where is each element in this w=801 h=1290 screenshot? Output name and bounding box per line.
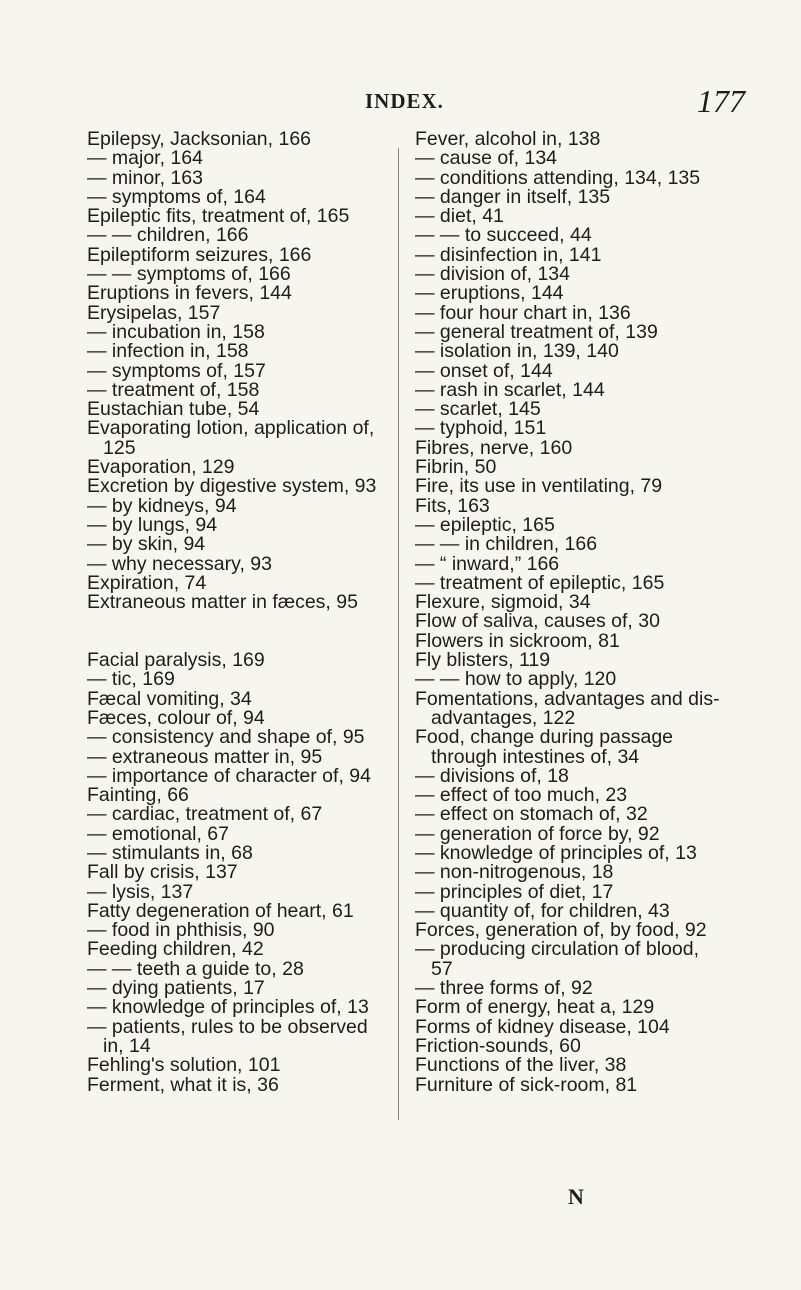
index-entry: in, 14 — [103, 1034, 151, 1057]
page-title: INDEX. — [365, 89, 444, 113]
index-entry: — divisions of, 18 — [415, 764, 569, 787]
index-entry: Furniture of sick-room, 81 — [415, 1073, 638, 1096]
index-entry: — cardiac, treatment of, 67 — [87, 803, 323, 826]
index-entry: — knowledge of principles of, 13 — [87, 996, 369, 1019]
index-entry: Eustachian tube, 54 — [87, 398, 260, 421]
index-entry: — lysis, 137 — [87, 880, 194, 903]
index-entry: — disinfection in, 141 — [415, 243, 602, 266]
index-entry: Extraneous matter in fæces, 95 — [87, 591, 358, 614]
index-entry: Fall by crisis, 137 — [87, 861, 238, 884]
index-entry: Forms of kidney disease, 104 — [415, 1015, 670, 1038]
index-entry: — infection in, 158 — [87, 340, 249, 363]
column-divider — [398, 148, 399, 1120]
index-entry: — “ inward,” 166 — [415, 552, 560, 575]
index-entry: — treatment of, 158 — [87, 378, 260, 401]
index-entry: Form of energy, heat a, 129 — [415, 996, 655, 1019]
index-entry: — by kidneys, 94 — [87, 494, 237, 517]
index-entry: — extraneous matter in, 95 — [87, 745, 323, 768]
index-entry: — onset of, 144 — [415, 359, 553, 382]
index-entry: — effect of too much, 23 — [415, 784, 628, 807]
index-entry: Food, change during passage — [415, 726, 674, 749]
index-entry: — consistency and shape of, 95 — [87, 726, 365, 749]
index-entry: — treatment of epileptic, 165 — [415, 571, 665, 594]
index-entry: — minor, 163 — [87, 166, 203, 189]
index-entry: Flexure, sigmoid, 34 — [415, 591, 591, 614]
index-entry: — — to succeed, 44 — [415, 224, 592, 247]
index-entry: — emotional, 67 — [87, 822, 229, 845]
index-entry: Epileptic fits, treatment of, 165 — [87, 205, 350, 228]
index-entry: — typhoid, 151 — [415, 417, 547, 440]
index-entry: — rash in scarlet, 144 — [415, 378, 605, 401]
index-entry: advantages, 122 — [431, 706, 576, 729]
index-entry: Fæcal vomiting, 34 — [87, 687, 252, 710]
index-entry: — — symptoms of, 166 — [87, 263, 291, 286]
index-entry: — — teeth a guide to, 28 — [87, 957, 304, 980]
index-entry: — stimulants in, 68 — [87, 841, 253, 864]
signature-mark: N — [568, 1184, 584, 1209]
index-entry: Fatty degeneration of heart, 61 — [87, 899, 354, 922]
index-entry — [87, 612, 387, 631]
index-entry: — three forms of, 92 — [415, 977, 593, 1000]
index-entry: — epileptic, 165 — [415, 513, 555, 536]
index-entry: Erysipelas, 157 — [87, 301, 221, 324]
index-entry: Facial paralysis, 169 — [87, 649, 265, 672]
index-entry: — by lungs, 94 — [87, 513, 218, 536]
index-entry: — isolation in, 139, 140 — [415, 340, 619, 363]
index-entry: — quantity of, for children, 43 — [415, 899, 670, 922]
index-entry: Epilepsy, Jacksonian, 166 — [87, 128, 312, 150]
index-entry: — principles of diet, 17 — [415, 880, 614, 903]
index-entry: — symptoms of, 164 — [87, 185, 266, 208]
index-entry: — — children, 166 — [87, 224, 249, 247]
index-entry: Eruptions in fevers, 144 — [87, 282, 292, 305]
index-entry: Fæces, colour of, 94 — [87, 706, 265, 729]
index-entry: — effect on stomach of, 32 — [415, 803, 648, 826]
index-entry: Fits, 163 — [415, 494, 490, 517]
index-entry: Ferment, what it is, 36 — [87, 1073, 279, 1096]
index-entry: Feeding children, 42 — [87, 938, 264, 961]
index-entry: — — how to apply, 120 — [415, 668, 617, 691]
index-entry: Fibres, nerve, 160 — [415, 436, 573, 459]
index-entry: — food in phthisis, 90 — [87, 919, 275, 942]
page-header — [0, 83, 801, 123]
index-entry: Functions of the liver, 38 — [415, 1054, 627, 1077]
index-entry: — symptoms of, 157 — [87, 359, 266, 382]
index-entry: — — in children, 166 — [415, 533, 598, 556]
index-entry: — general treatment of, 139 — [415, 320, 658, 343]
index-entry: Friction-sounds, 60 — [415, 1034, 581, 1057]
index-entry: — importance of character of, 94 — [87, 764, 371, 787]
index-entry: — cause of, 134 — [415, 147, 558, 170]
index-entry: Fibrin, 50 — [415, 456, 497, 479]
index-entry: — non-nitrogenous, 18 — [415, 861, 614, 884]
index-entry: — knowledge of principles of, 13 — [415, 841, 697, 864]
index-entry: Flow of saliva, causes of, 30 — [415, 610, 660, 633]
index-entry: — eruptions, 144 — [415, 282, 564, 305]
index-entry: — generation of force by, 92 — [415, 822, 660, 845]
index-entry: — by skin, 94 — [87, 533, 206, 556]
index-entry: Fomentations, advantages and dis- — [415, 687, 720, 710]
index-entry: Fainting, 66 — [87, 784, 189, 807]
index-entry: Fly blisters, 119 — [415, 649, 551, 672]
index-entry: 125 — [103, 436, 136, 459]
index-entry: Excretion by digestive system, 93 — [87, 475, 377, 498]
index-entry: — division of, 134 — [415, 263, 571, 286]
index-entry: — producing circulation of blood, — [415, 938, 699, 961]
index-entry: Fever, alcohol in, 138 — [415, 128, 601, 150]
index-entry: — incubation in, 158 — [87, 320, 265, 343]
index-entry: Fehling's solution, 101 — [87, 1054, 281, 1077]
index-entry: — conditions attending, 134, 135 — [415, 166, 701, 189]
index-entry: — scarlet, 145 — [415, 398, 541, 421]
index-entry: — diet, 41 — [415, 205, 504, 228]
index-entry: Epileptiform seizures, 166 — [87, 243, 312, 266]
index-column-left — [87, 130, 387, 1095]
index-entry: Fire, its use in ventilating, 79 — [415, 475, 663, 498]
index-entry: 57 — [431, 957, 453, 980]
index-entry: Expiration, 74 — [87, 571, 207, 594]
index-entry: — patients, rules to be observed — [87, 1015, 368, 1038]
index-entry: Flowers in sickroom, 81 — [415, 629, 620, 652]
index-entry: Forces, generation of, by food, 92 — [415, 919, 707, 942]
index-entry: — four hour chart in, 136 — [415, 301, 631, 324]
index-entry: — tic, 169 — [87, 668, 175, 691]
index-entry: Evaporating lotion, application of, — [87, 417, 375, 440]
index-entry: — danger in itself, 135 — [415, 185, 611, 208]
page-number: 177 — [697, 83, 745, 119]
index-entry: — dying patients, 17 — [87, 977, 265, 1000]
index-entry: Evaporation, 129 — [87, 456, 235, 479]
index-entry: — major, 164 — [87, 147, 203, 170]
index-entry: — why necessary, 93 — [87, 552, 272, 575]
index-column-right — [415, 130, 745, 1095]
index-entry: through intestines of, 34 — [431, 745, 640, 768]
